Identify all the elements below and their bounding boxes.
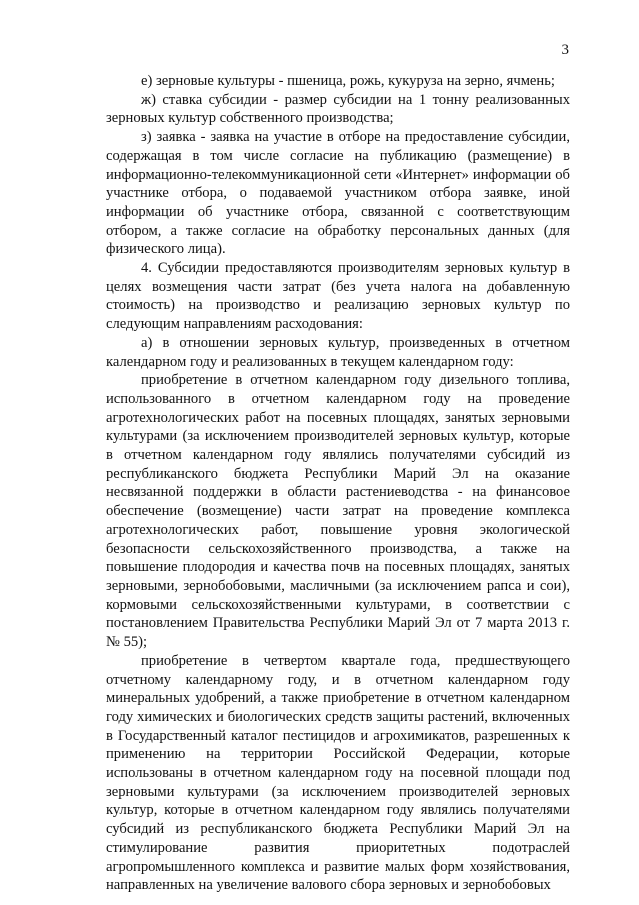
paragraph-subclause-a: а) в отношении зерновых культур, произведенных в отчетном календарном году и реализованных в текущем календарном году:: [106, 334, 570, 370]
paragraph-definition-e: е) зерновые культуры - пшеница, рожь, кукуруза на зерно, ячмень;: [141, 73, 555, 89]
document-body: [106, 72, 570, 895]
paragraph-fertilizers: приобретение в четвертом квартале года, предшествующего отчетному календарному году, и в отчетном календарном году минеральных удобрений, а также приобретение в отчетном календарном году химических и биологических средств защиты растений, включенных в Государственный каталог пестицидов и агрохимикатов, разрешенных к применению на территории Российской Федерации, которые использованы в отчетном календарном году на посевной площади под зерновыми культурами (за исключением производителей зерновых культур, которые в отчетном календарном году являлись получателями субсидий из республиканского бюджета Республики Марий Эл на стимулирование развития приоритетных подотраслей агропромышленного комплекса и развитие малых форм хозяйствования, направленных на увеличение валового сбора зерновых и зернобобовых: [106, 652, 570, 894]
paragraph-clause-4: 4. Субсидии предоставляются производителям зерновых культур в целях возмещения части затрат (без учета налога на добавленную стоимость) на производство и реализацию зерновых культур по следующим направлениям расходования:: [106, 260, 570, 333]
paragraph-definition-zh: ж) ставка субсидии - размер субсидии на 1 тонну реализованных зерновых культур собственного производства;: [106, 91, 570, 127]
page-number: 3: [561, 42, 569, 58]
paragraph-diesel-fuel: приобретение в отчетном календарном году дизельного топлива, использованного в отчетном календарном году на проведение агротехнологических работ на посевных площадях, занятых зерновыми культурами (за исключением производителей зерновых культур, которые в отчетном календарном году являлись получателями субсидий из республиканского бюджета Республики Марий Эл на оказание несвязанной поддержки в области растениеводства - на финансовое обеспечение (возмещение) части затрат на проведение комплекса агротехнологических работ, повышение уровня экологической безопасности сельскохозяйственного производства, а также на повышение плодородия и качества почв на посевных площадях, занятых зерновыми, зернобобовыми, масличными (за исключением рапса и сои), кормовыми сельскохозяйственными культурами, в соответствии с постановлением Правительства Республики Марий Эл от 7 марта 2013 г. № 55);: [106, 372, 570, 651]
paragraph-definition-z: з) заявка - заявка на участие в отборе на предоставление субсидии, содержащая в том числе согласие на публикацию (размещение) в информационно-телекоммуникационной сети «Интернет» информации об участнике отбора, о подаваемой участником отбора заявке, иной информации об участнике отбора, связанной с соответствующим отбором, а также согласие на обработку персональных данных (для физического лица).: [106, 129, 570, 258]
